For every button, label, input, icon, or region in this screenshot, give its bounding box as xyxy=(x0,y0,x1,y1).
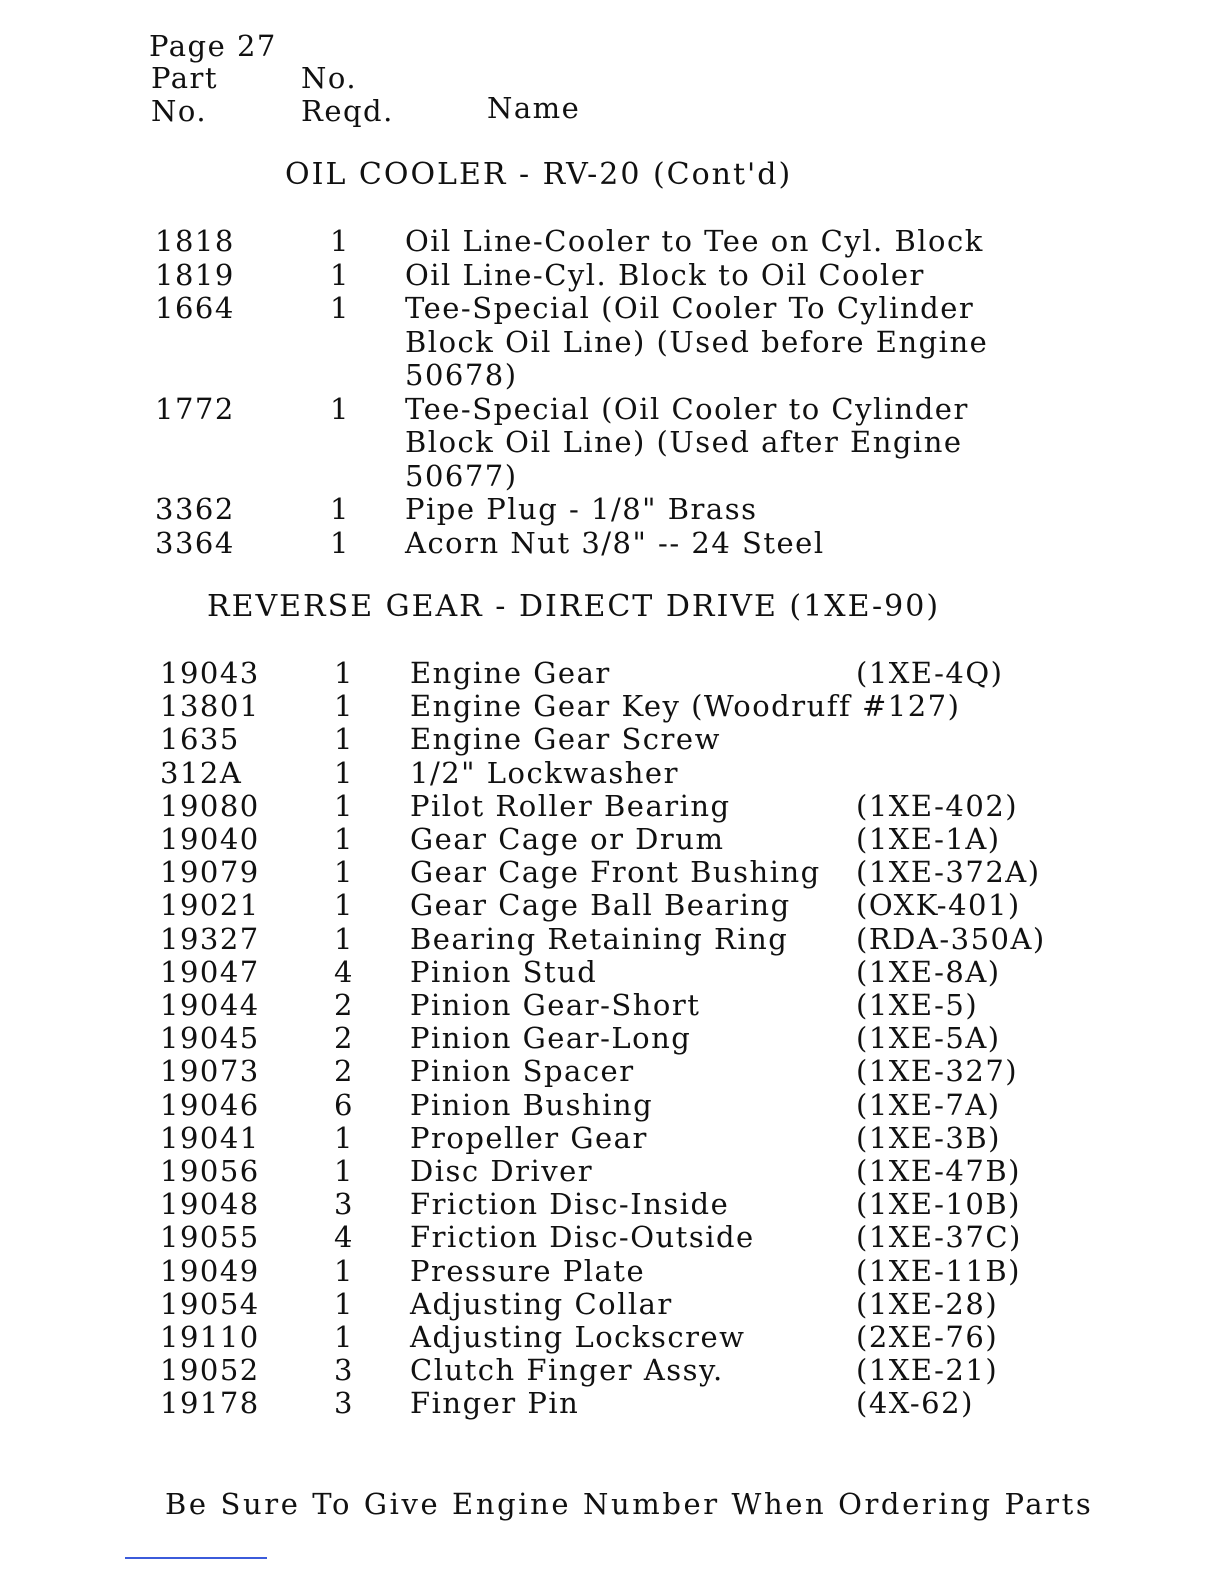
reference-code: (1XE-8A) xyxy=(856,954,1001,989)
parts-row xyxy=(0,1320,1224,1356)
parts-row xyxy=(0,1120,1224,1157)
quantity-required: 6 xyxy=(334,1087,354,1122)
quantity-required: 1 xyxy=(330,257,350,292)
reference-code: (1XE-4Q) xyxy=(856,656,1004,690)
reference-code: (2XE-76) xyxy=(856,1320,999,1354)
reference-code: (1XE-5A) xyxy=(856,1021,1001,1056)
header-part-line2: No. xyxy=(151,94,208,128)
parts-row xyxy=(0,656,1224,692)
part-name: Pressure Plate xyxy=(410,1253,646,1288)
part-number: 19043 xyxy=(160,656,260,690)
part-name: Pinion Gear-Long xyxy=(410,1021,692,1056)
reference-code: (1XE-11B) xyxy=(856,1253,1021,1288)
quantity-required: 2 xyxy=(334,988,354,1022)
quantity-required: 2 xyxy=(334,1021,354,1056)
parts-row xyxy=(0,788,1224,825)
part-name: Pinion Gear-Short xyxy=(410,988,701,1022)
part-name: Engine Gear xyxy=(410,656,611,690)
parts-row xyxy=(0,257,1224,295)
part-name: Gear Cage or Drum xyxy=(410,822,725,856)
parts-row xyxy=(0,391,1224,496)
quantity-required: 4 xyxy=(334,1220,354,1255)
parts-row xyxy=(0,954,1224,991)
part-name: Block Oil Line) (Used after Engine xyxy=(405,425,963,459)
header-name: Name xyxy=(487,91,581,125)
quantity-required: 1 xyxy=(334,1253,354,1288)
parts-row xyxy=(0,755,1224,792)
reference-code: (1XE-7A) xyxy=(856,1087,1001,1122)
part-name: 1/2" Lockwasher xyxy=(410,755,679,790)
page-label: Page 27 xyxy=(149,29,277,63)
quantity-required: 1 xyxy=(334,888,354,923)
quantity-required: 1 xyxy=(330,525,350,560)
part-name: Tee-Special (Oil Cooler to Cylinder xyxy=(405,391,969,426)
link-underline-mark xyxy=(125,1557,267,1559)
quantity-required: 1 xyxy=(334,855,354,890)
part-number: 19052 xyxy=(160,1353,260,1388)
footer-note: Be Sure To Give Engine Number When Ordering Parts xyxy=(165,1487,1094,1521)
part-name: Propeller Gear xyxy=(410,1120,648,1155)
quantity-required: 1 xyxy=(334,921,354,956)
parts-row xyxy=(0,1187,1224,1223)
part-name: Pinion Stud xyxy=(410,954,598,989)
part-name: Disc Driver xyxy=(410,1154,594,1188)
part-name: Adjusting Lockscrew xyxy=(410,1320,746,1354)
part-name: Oil Line-Cooler to Tee on Cyl. Block xyxy=(405,224,984,258)
parts-row xyxy=(0,988,1224,1024)
quantity-required: 1 xyxy=(334,1120,354,1155)
parts-row xyxy=(0,722,1224,758)
parts-row xyxy=(0,1386,1224,1422)
part-number: 19056 xyxy=(160,1154,260,1188)
parts-row xyxy=(0,1353,1224,1389)
quantity-required: 3 xyxy=(334,1353,354,1388)
part-number: 19079 xyxy=(160,855,260,890)
quantity-required: 1 xyxy=(334,722,354,757)
quantity-required: 1 xyxy=(334,1320,354,1354)
part-number: 19054 xyxy=(160,1286,260,1321)
part-name: Clutch Finger Assy. xyxy=(410,1353,724,1388)
section-title-oil-cooler: OIL COOLER - RV-20 (Cont'd) xyxy=(285,157,793,192)
parts-row xyxy=(0,1087,1224,1124)
reference-code: (4X-62) xyxy=(856,1386,974,1421)
parts-row xyxy=(0,921,1224,958)
quantity-required: 1 xyxy=(330,291,350,325)
header-reqd-line1: No. xyxy=(301,61,358,95)
parts-row xyxy=(0,1253,1224,1290)
parts-row xyxy=(0,689,1224,725)
part-number: 13801 xyxy=(160,689,260,724)
quantity-required: 1 xyxy=(330,391,350,426)
part-number: 312A xyxy=(160,755,243,790)
quantity-required: 1 xyxy=(334,656,354,690)
part-name: Pinion Spacer xyxy=(410,1054,635,1089)
part-name: Adjusting Collar xyxy=(410,1286,673,1321)
part-number: 19110 xyxy=(160,1320,260,1354)
reference-code: (1XE-3B) xyxy=(856,1120,1001,1155)
quantity-required: 1 xyxy=(330,224,350,258)
parts-row xyxy=(0,1021,1224,1057)
part-number: 19327 xyxy=(160,921,260,956)
part-number: 1818 xyxy=(155,224,235,258)
reference-code: (1XE-37C) xyxy=(856,1220,1022,1255)
reference-code: (1XE-5) xyxy=(856,988,979,1022)
part-name: Friction Disc-Outside xyxy=(410,1220,755,1255)
quantity-required: 1 xyxy=(334,1286,354,1321)
header-reqd-line2: Reqd. xyxy=(301,94,394,128)
quantity-required: 2 xyxy=(334,1054,354,1089)
quantity-required: 3 xyxy=(334,1386,354,1421)
part-name: Pilot Roller Bearing xyxy=(410,788,731,823)
parts-row xyxy=(0,1154,1224,1190)
part-number: 19080 xyxy=(160,788,260,823)
part-number: 19041 xyxy=(160,1120,260,1155)
parts-row xyxy=(0,1220,1224,1256)
part-number: 3364 xyxy=(155,525,235,560)
quantity-required: 3 xyxy=(334,1187,354,1222)
reference-code: (1XE-10B) xyxy=(856,1187,1021,1222)
part-name: 50678) xyxy=(405,358,518,392)
part-number: 3362 xyxy=(155,492,235,526)
parts-row xyxy=(0,822,1224,858)
part-name: Block Oil Line) (Used before Engine xyxy=(405,324,989,359)
parts-row xyxy=(0,224,1224,261)
part-number: 19046 xyxy=(160,1087,260,1122)
part-name: 50677) xyxy=(405,458,518,493)
part-number: 1772 xyxy=(155,391,235,426)
part-number: 19047 xyxy=(160,954,260,989)
part-number: 1819 xyxy=(155,257,235,292)
part-name: Engine Gear Screw xyxy=(410,722,721,757)
parts-row xyxy=(0,1286,1224,1323)
part-name: Friction Disc-Inside xyxy=(410,1187,730,1222)
quantity-required: 1 xyxy=(330,492,350,526)
parts-row xyxy=(0,291,1224,395)
reference-code: (1XE-372A) xyxy=(856,855,1041,890)
reference-code: (OXK-401) xyxy=(856,888,1021,923)
reference-code: (1XE-47B) xyxy=(856,1154,1021,1188)
part-name: Tee-Special (Oil Cooler To Cylinder xyxy=(405,291,975,325)
part-number: 19049 xyxy=(160,1253,260,1288)
part-number: 19044 xyxy=(160,988,260,1022)
reference-code: (1XE-327) xyxy=(856,1054,1019,1089)
parts-row xyxy=(0,525,1224,563)
section-title-reverse-gear: REVERSE GEAR - DIRECT DRIVE (1XE-90) xyxy=(207,589,941,624)
part-name: Acorn Nut 3/8" -- 24 Steel xyxy=(405,525,825,560)
quantity-required: 1 xyxy=(334,755,354,790)
reference-code: (1XE-1A) xyxy=(856,822,1001,856)
quantity-required: 1 xyxy=(334,788,354,823)
part-number: 19040 xyxy=(160,822,260,856)
part-number: 19048 xyxy=(160,1187,260,1222)
quantity-required: 4 xyxy=(334,954,354,989)
part-name: Engine Gear Key (Woodruff #127) xyxy=(410,689,961,724)
part-number: 19021 xyxy=(160,888,260,923)
reference-code: (RDA-350A) xyxy=(856,921,1046,956)
quantity-required: 1 xyxy=(334,822,354,856)
parts-row xyxy=(0,855,1224,891)
parts-row xyxy=(0,492,1224,529)
part-name: Pinion Bushing xyxy=(410,1087,654,1122)
part-number: 19178 xyxy=(160,1386,260,1421)
part-number: 19045 xyxy=(160,1021,260,1056)
part-number: 1635 xyxy=(160,722,240,757)
part-name: Pipe Plug - 1/8" Brass xyxy=(405,492,758,526)
part-name: Gear Cage Front Bushing xyxy=(410,855,821,890)
part-number: 19073 xyxy=(160,1054,260,1089)
header-part-line1: Part xyxy=(151,61,219,95)
parts-row xyxy=(0,1054,1224,1090)
part-name: Gear Cage Ball Bearing xyxy=(410,888,791,923)
reference-code: (1XE-402) xyxy=(856,788,1019,823)
quantity-required: 1 xyxy=(334,1154,354,1188)
part-name: Bearing Retaining Ring xyxy=(410,921,789,956)
part-name: Oil Line-Cyl. Block to Oil Cooler xyxy=(405,257,925,292)
quantity-required: 1 xyxy=(334,689,354,724)
part-number: 1664 xyxy=(155,291,235,325)
part-name: Finger Pin xyxy=(410,1386,580,1421)
part-number: 19055 xyxy=(160,1220,260,1255)
parts-row xyxy=(0,888,1224,924)
reference-code: (1XE-28) xyxy=(856,1286,999,1321)
reference-code: (1XE-21) xyxy=(856,1353,999,1388)
